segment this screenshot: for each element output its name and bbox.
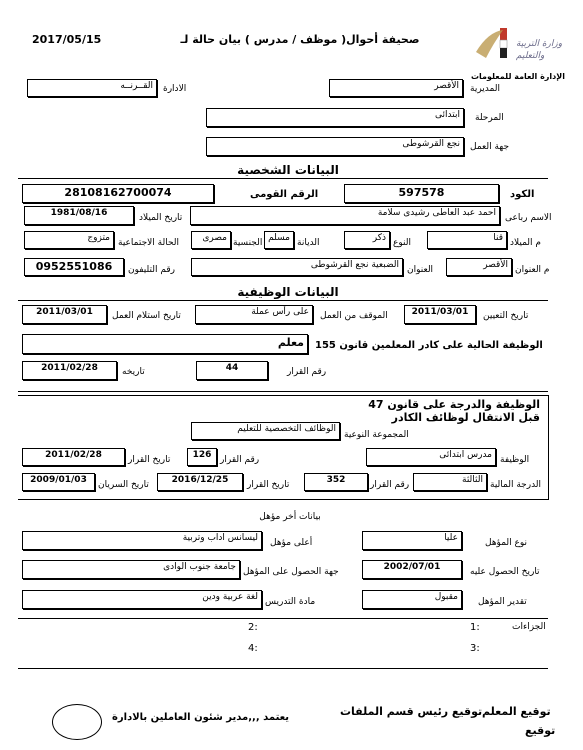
- start-date-label: تاريخ استلام العمل: [112, 311, 181, 321]
- workplace-label: جهة العمل: [470, 142, 510, 152]
- personal-section-title: البيانات الشخصية: [237, 163, 339, 177]
- stage-label: المرحلة: [475, 113, 504, 123]
- law47-decision-date-field: 2011/02/28: [22, 448, 125, 466]
- administration-label: الادارة: [163, 84, 187, 94]
- birthdate-field: 1981/08/16: [24, 206, 134, 225]
- name-field: احمد عبد العاطى رشيدى سلامة: [190, 206, 500, 225]
- birthplace-field: قنا: [427, 231, 507, 249]
- address-city-field: الأقصر: [446, 258, 512, 276]
- hire-date-label: تاريخ التعيين: [483, 311, 529, 321]
- grade-field: الثالثة: [413, 473, 487, 491]
- law47-title-line2: قبل الانتقال لوظائف الكادر: [391, 411, 540, 424]
- nationality-label: الجنسية: [233, 238, 263, 248]
- qualification-grade-label: تقدير المؤهل: [478, 597, 527, 607]
- stamp-placeholder: [52, 704, 102, 740]
- qualification-source-field: جامعة جنوب الوادى: [22, 560, 240, 579]
- grade-decision-date-field: 2016/12/25: [157, 473, 243, 491]
- report-date: 2017/05/15: [32, 33, 102, 46]
- nationality-field: مصرى: [191, 231, 231, 249]
- qualification-date-field: 2002/07/01: [362, 560, 462, 579]
- eagle-emblem-icon: [468, 22, 568, 70]
- penalty-4: 4:: [248, 643, 258, 654]
- position-label: الموقف من العمل: [320, 311, 388, 321]
- workplace-field: نجع القرشوطى: [206, 137, 464, 156]
- address-city-label: م العنوان: [515, 265, 550, 275]
- divider: [18, 178, 548, 179]
- religion-field: مسلم: [264, 231, 294, 249]
- grade-label: الدرجة المالية: [490, 480, 542, 490]
- name-label: الاسم رباعى: [505, 213, 552, 223]
- highest-qualification-field: ليسانس اداب وتربية: [22, 531, 262, 550]
- gender-label: النوع: [393, 238, 411, 248]
- address-label: العنوان: [407, 265, 434, 275]
- decision-no-field: 44: [196, 361, 268, 380]
- birthdate-label: تاريخ الميلاد: [139, 213, 183, 223]
- penalty-1: 1:: [470, 622, 480, 633]
- qualification-grade-field: مقبول: [362, 590, 462, 609]
- code-field: 597578: [344, 184, 499, 203]
- decision-date-field: 2011/02/28: [22, 361, 117, 380]
- start-date-field: 2011/03/01: [22, 305, 107, 324]
- law47-job-field: مدرس ابتدائى: [366, 448, 496, 466]
- national-id-field: 28108162700074: [22, 184, 214, 203]
- group-label: المجموعة النوعية: [344, 430, 409, 440]
- marital-label: الحالة الاجتماعية: [118, 238, 179, 248]
- highest-qualification-label: أعلى مؤهل: [270, 538, 313, 548]
- stage-field: ابتدائى: [206, 108, 464, 127]
- address-field: الضبعية نجع القرشوطى: [191, 258, 403, 276]
- approval-text: يعتمد ,,,مدير شئون العاملين بالادارة: [112, 712, 290, 723]
- gender-field: ذكر: [344, 231, 390, 249]
- law47-job-label: الوظيفة: [500, 455, 530, 465]
- effective-date-label: تاريخ السريان: [98, 480, 149, 490]
- decision-no-label: رقم القرار: [287, 367, 327, 377]
- position-field: على رأس عملة: [195, 305, 313, 324]
- divider: [18, 300, 548, 301]
- job-section-title: البيانات الوظيفية: [237, 285, 339, 299]
- teacher-signature-word: توقيع: [525, 724, 556, 737]
- law47-title-line1: الوظيفة والدرجة على قانون 47: [368, 398, 540, 411]
- grade-decision-date-label: تاريخ القرار: [247, 480, 290, 490]
- teacher-signature-label: توقيع المعلم: [482, 705, 551, 718]
- logo-caption: الإدارة العامة للمعلومات: [471, 72, 565, 81]
- current-title-field: معلم: [22, 334, 308, 354]
- qualification-date-label: تاريخ الحصول عليه: [470, 567, 540, 577]
- religion-label: الديانة: [297, 238, 320, 248]
- directorate-label: المديرية: [470, 84, 500, 94]
- teaching-subject-label: مادة التدريس: [265, 597, 316, 607]
- law47-decision-no-field: 126: [187, 448, 217, 466]
- directorate-field: الأقصر: [329, 79, 463, 97]
- law47-decision-date-label: تاريخ القرار: [128, 455, 171, 465]
- effective-date-field: 2009/01/03: [22, 473, 95, 491]
- divider: [18, 391, 548, 392]
- phone-label: رقم التليفون: [128, 265, 175, 275]
- teaching-subject-field: لغة عربية ودين: [22, 590, 262, 609]
- national-id-label: الرقم القومى: [250, 189, 319, 200]
- birthplace-label: م الميلاد: [510, 238, 541, 248]
- qualification-type-field: عليا: [362, 531, 462, 550]
- law47-decision-no-label: رقم القرار: [220, 455, 260, 465]
- hire-date-field: 2011/03/01: [404, 305, 476, 324]
- divider: [18, 618, 548, 619]
- divider: [18, 668, 548, 669]
- administration-field: القــرنــه: [27, 79, 157, 97]
- group-field: الوظائف التخصصية للتعليم: [191, 422, 340, 440]
- code-label: الكود: [510, 189, 535, 200]
- qualification-source-label: جهة الحصول على المؤهل: [243, 567, 339, 577]
- decision-date-label: تاريخه: [122, 367, 145, 377]
- penalty-2: 2:: [248, 622, 258, 633]
- penalty-3: 3:: [470, 643, 480, 654]
- qualification-type-label: نوع المؤهل: [485, 538, 528, 548]
- logo: [468, 22, 568, 84]
- qualification-section-title: بيانات أخر مؤهل: [259, 512, 321, 522]
- page-title: صحيفة أحوال( موظف / مدرس ) بيان حالة لـ: [180, 33, 420, 46]
- current-title-label: الوظيفة الحالية على كادر المعلمين قانون 155: [315, 340, 543, 351]
- grade-decision-no-label: رقم القرار: [370, 480, 410, 490]
- phone-field: 0952551086: [24, 258, 124, 276]
- archive-head-signature-label: توقيع رئيس قسم الملفات: [340, 705, 483, 718]
- grade-decision-no-field: 352: [304, 473, 368, 491]
- svg-text:وزارة التربية: وزارة التربية: [516, 39, 563, 49]
- penalties-label: الجزاءات: [512, 622, 546, 632]
- marital-field: متزوج: [24, 231, 114, 249]
- svg-text:والتعليم: والتعليم: [516, 51, 545, 61]
